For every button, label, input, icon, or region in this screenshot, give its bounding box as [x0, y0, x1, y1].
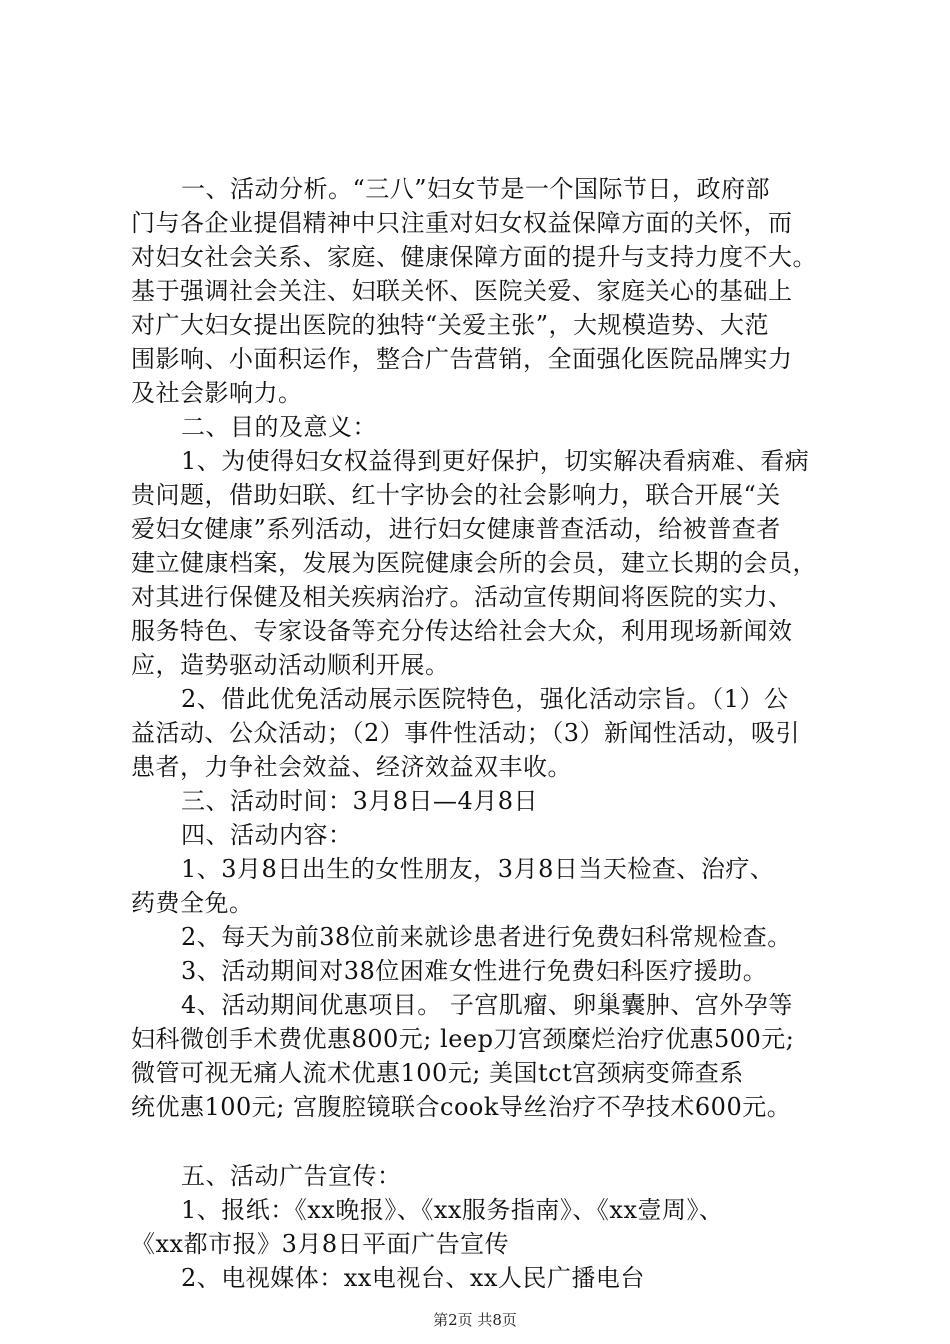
text-line: 患者，力争社会效益、经济效益双丰收。: [131, 753, 572, 781]
text-line: 《xx都市报》3月8日平面广告宣传: [131, 1230, 510, 1258]
text-line: 1、报纸：《xx晚报》、《xx服务指南》、《xx壹周》、: [181, 1196, 724, 1224]
text-line: 微管可视无痛人流术优惠100元; 美国tct宫颈病变筛查系: [131, 1059, 744, 1087]
text-line: 一、活动分析。“三八”妇女节是一个国际节日，政府部: [181, 175, 771, 203]
text-line: 3、活动期间对38位困难女性进行免费妇科医疗援助。: [181, 957, 768, 985]
text-line: 对其进行保健及相关疾病治疗。活动宣传期间将医院的实力、: [131, 583, 793, 611]
text-line: 统优惠100元; 宫腹腔镜联合cook导丝治疗不孕技术600元。: [131, 1093, 792, 1121]
text-line: 2、借此优免活动展示医院特色，强化活动宗旨。（1）公: [181, 685, 789, 713]
text-line: 2、电视媒体：xx电视台、xx人民广播电台: [181, 1264, 645, 1292]
text-line: 爱妇女健康”系列活动，进行妇女健康普查活动，给被普查者: [131, 515, 781, 543]
text-line: 4、活动期间优惠项目。 子宫肌瘤、卵巢囊肿、宫外孕等: [181, 991, 793, 1019]
text-line: 建立健康档案，发展为医院健康会所的会员，建立长期的会员，: [131, 549, 817, 577]
text-line: 1、3月8日出生的女性朋友，3月8日当天检查、治疗、: [181, 855, 775, 883]
page-number: 第2页 共8页: [433, 1311, 517, 1329]
text-line: 围影响、小面积运作，整合广告营销，全面强化医院品牌实力: [131, 345, 793, 373]
section-heading: 五、活动广告宣传：: [181, 1162, 402, 1190]
text-line: 妇科微创手术费优惠800元; leep刀宫颈糜烂治疗优惠500元;: [131, 1025, 795, 1053]
text-line: 1、为使得妇女权益得到更好保护，切实解决看病难、看病: [181, 447, 810, 475]
section-heading: 四、活动内容：: [181, 821, 353, 849]
text-line: 服务特色、专家设备等充分传达给社会大众，利用现场新闻效: [131, 617, 793, 645]
text-line: 贵问题，借助妇联、红十字协会的社会影响力，联合开展“关: [131, 481, 781, 509]
text-line: 门与各企业提倡精神中只注重对妇女权益保障方面的关怀，而: [131, 209, 793, 237]
text-line: 2、每天为前38位前来就诊患者进行免费妇科常规检查。: [181, 923, 792, 951]
section-heading: 三、活动时间：3月8日—4月8日: [181, 787, 539, 815]
section-heading: 二、目的及意义：: [181, 413, 377, 441]
text-line: 及社会影响力。: [131, 379, 303, 407]
text-line: 药费全免。: [131, 889, 254, 917]
text-line: 益活动、公众活动；（2）事件性活动；（3）新闻性活动，吸引: [131, 719, 801, 747]
text-line: 对广大妇女提出医院的独特“关爱主张”，大规模造势、大范: [131, 311, 770, 339]
text-line: 基于强调社会关注、妇联关怀、医院关爱、家庭关心的基础上: [131, 277, 793, 305]
text-line: 对妇女社会关系、家庭、健康保障方面的提升与支持力度不大。: [131, 243, 817, 271]
text-line: 应，造势驱动活动顺利开展。: [131, 651, 450, 679]
